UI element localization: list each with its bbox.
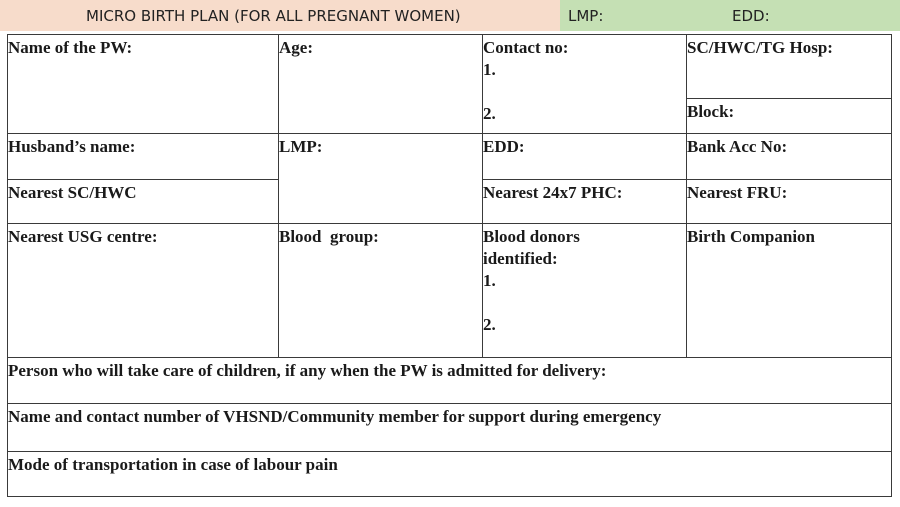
blood-donors-label: Blood donors identified: <box>483 227 580 268</box>
page-title: MICRO BIRTH PLAN (FOR ALL PREGNANT WOMEN) <box>86 7 461 25</box>
contact-1-label: 1. <box>483 60 496 79</box>
grid-line <box>7 496 892 497</box>
header-lmp-label: LMP: <box>568 7 604 25</box>
sc-hwc-tg-hosp-field[interactable] <box>686 35 891 98</box>
nearest-sc-hwc-label: Nearest SC/HWC <box>8 183 137 202</box>
child-care-label: Person who will take care of children, if any when the PW is admitted for delivery: <box>8 361 607 380</box>
bank-acc-no-field[interactable] <box>686 134 891 179</box>
header-edd-label: EDD: <box>732 7 770 25</box>
nearest-fru-field[interactable] <box>686 180 891 223</box>
blood-donors-field[interactable] <box>482 224 686 357</box>
header-title-band <box>0 0 560 31</box>
name-of-pw-field[interactable] <box>7 35 278 133</box>
donor-1-label: 1. <box>483 271 496 290</box>
grid-line <box>891 34 892 497</box>
nearest-usg-field[interactable] <box>7 224 278 357</box>
blood-group-field[interactable] <box>278 224 482 357</box>
contact-2-label: 2. <box>483 104 496 123</box>
blood-group-label: Blood group: <box>279 227 379 246</box>
vhsnd-contact-label: Name and contact number of VHSND/Community member for support during emergency <box>8 407 662 426</box>
nearest-phc-label: Nearest 24x7 PHC: <box>483 183 623 202</box>
header-dates-band <box>560 0 900 31</box>
nearest-usg-label: Nearest USG centre: <box>8 227 158 246</box>
lmp-label: LMP: <box>279 137 323 156</box>
sc-hwc-tg-hosp-label: SC/HWC/TG Hosp: <box>687 38 833 57</box>
nearest-phc-field[interactable] <box>482 180 686 223</box>
donor-2-label: 2. <box>483 315 496 334</box>
nearest-sc-hwc-field[interactable] <box>7 180 278 223</box>
transport-mode-label: Mode of transportation in case of labour pain <box>8 455 338 474</box>
lmp-field[interactable] <box>278 134 482 223</box>
contact-no-field[interactable] <box>482 35 686 133</box>
name-of-pw-label: Name of the PW: <box>8 38 133 57</box>
birth-companion-field[interactable] <box>686 224 891 357</box>
child-care-field[interactable] <box>7 358 891 403</box>
nearest-fru-label: Nearest FRU: <box>687 183 788 202</box>
birth-companion-label: Birth Companion <box>687 227 815 246</box>
age-label: Age: <box>279 38 313 57</box>
edd-field[interactable] <box>482 134 686 179</box>
block-field[interactable] <box>686 99 891 133</box>
block-label: Block: <box>687 102 735 121</box>
husband-name-label: Husband’s name: <box>8 137 136 156</box>
edd-label: EDD: <box>483 137 525 156</box>
bank-acc-no-label: Bank Acc No: <box>687 137 788 156</box>
vhsnd-contact-field[interactable] <box>7 404 891 451</box>
husband-name-field[interactable] <box>7 134 278 179</box>
age-field[interactable] <box>278 35 482 133</box>
contact-no-label: Contact no: <box>483 38 569 57</box>
transport-mode-field[interactable] <box>7 452 891 496</box>
